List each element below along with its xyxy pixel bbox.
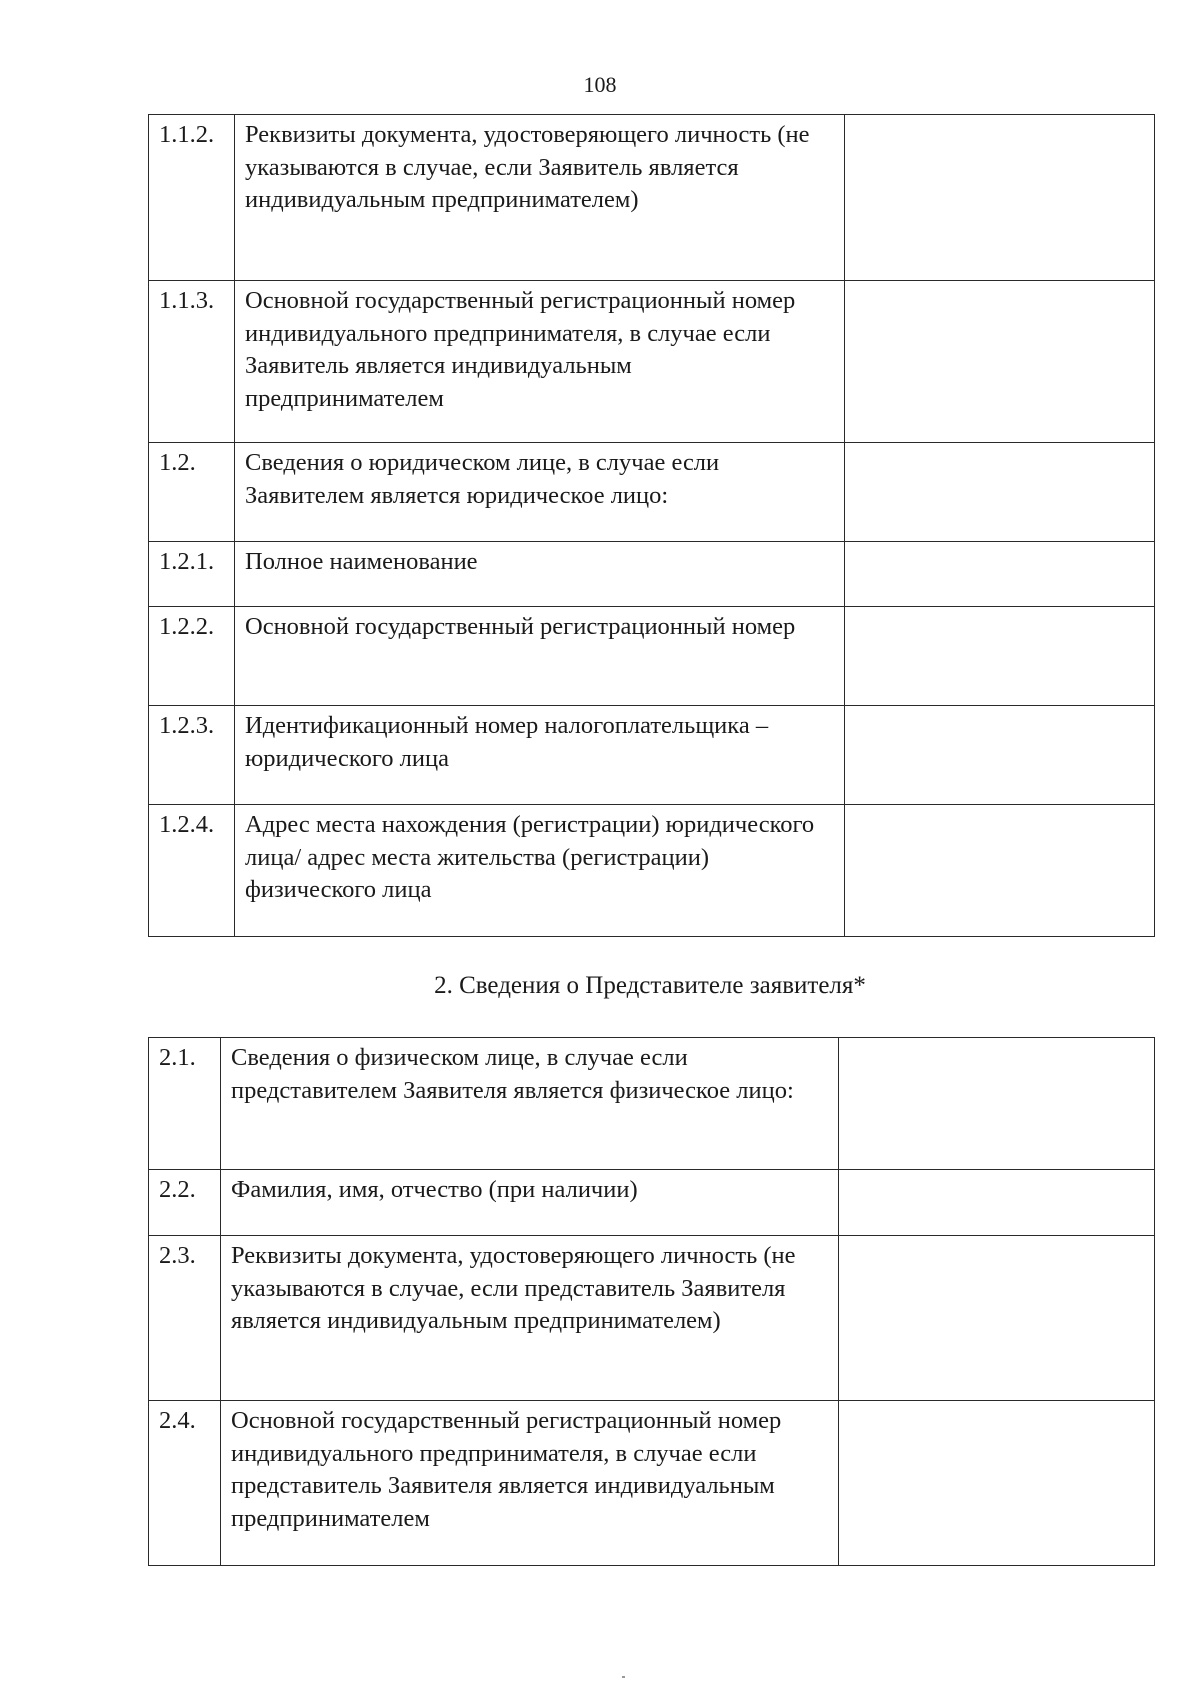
row-number: 1.1.2. xyxy=(149,115,235,281)
row-value-cell[interactable] xyxy=(839,1170,1155,1236)
table-row xyxy=(149,281,1155,443)
row-value-cell[interactable] xyxy=(845,706,1155,805)
row-number: 2.4. xyxy=(149,1401,221,1566)
table-row xyxy=(149,706,1155,805)
row-number: 1.2.3. xyxy=(149,706,235,805)
scan-speck xyxy=(622,1676,625,1678)
row-value-cell[interactable] xyxy=(845,805,1155,937)
row-label: Реквизиты документа, удостоверяющего личность (не указываются в случае, если Заявитель является индивидуальным предпринимателем) xyxy=(235,115,845,281)
row-label: Сведения о физическом лице, в случае если представителем Заявителя является физическое лицо: xyxy=(221,1038,839,1170)
row-label: Сведения о юридическом лице, в случае если Заявителем является юридическое лицо: xyxy=(235,443,845,542)
row-label: Адрес места нахождения (регистрации) юридического лица/ адрес места жительства (регистрации) физического лица xyxy=(235,805,845,937)
row-number: 2.2. xyxy=(149,1170,221,1236)
section-heading: 2. Сведения о Представителе заявителя* xyxy=(434,972,866,999)
row-label: Фамилия, имя, отчество (при наличии) xyxy=(221,1170,839,1236)
table-row xyxy=(149,542,1155,607)
row-number: 1.2.2. xyxy=(149,607,235,706)
row-number: 1.1.3. xyxy=(149,281,235,443)
table-row xyxy=(149,1170,1155,1236)
row-value-cell[interactable] xyxy=(845,607,1155,706)
row-label: Основной государственный регистрационный номер индивидуального предпринимателя, в случае если Заявитель является индивидуальным предпринимателем xyxy=(235,281,845,443)
row-value-cell[interactable] xyxy=(839,1401,1155,1566)
table-row xyxy=(149,1038,1155,1170)
row-value-cell[interactable] xyxy=(845,542,1155,607)
row-number: 1.2. xyxy=(149,443,235,542)
page-number: 108 xyxy=(583,72,617,97)
row-number: 2.1. xyxy=(149,1038,221,1170)
row-number: 2.3. xyxy=(149,1236,221,1401)
row-label: Реквизиты документа, удостоверяющего личность (не указываются в случае, если представитель Заявителя является индивидуальным предпринимателем) xyxy=(221,1236,839,1401)
row-label: Основной государственный регистрационный номер индивидуального предпринимателя, в случае если представитель Заявителя является индивидуальным предпринимателем xyxy=(221,1401,839,1566)
table-row xyxy=(149,607,1155,706)
row-value-cell[interactable] xyxy=(839,1236,1155,1401)
table-row xyxy=(149,443,1155,542)
row-label: Основной государственный регистрационный номер xyxy=(235,607,845,706)
table-row xyxy=(149,1401,1155,1566)
row-number: 1.2.4. xyxy=(149,805,235,937)
representative-details-table xyxy=(148,1037,1155,1566)
row-value-cell[interactable] xyxy=(839,1038,1155,1170)
applicant-details-table xyxy=(148,114,1155,937)
row-value-cell[interactable] xyxy=(845,443,1155,542)
row-value-cell[interactable] xyxy=(845,281,1155,443)
row-label: Идентификационный номер налогоплательщика – юридического лица xyxy=(235,706,845,805)
table-row xyxy=(149,115,1155,281)
row-label: Полное наименование xyxy=(235,542,845,607)
row-value-cell[interactable] xyxy=(845,115,1155,281)
row-number: 1.2.1. xyxy=(149,542,235,607)
table-row xyxy=(149,1236,1155,1401)
table-row xyxy=(149,805,1155,937)
